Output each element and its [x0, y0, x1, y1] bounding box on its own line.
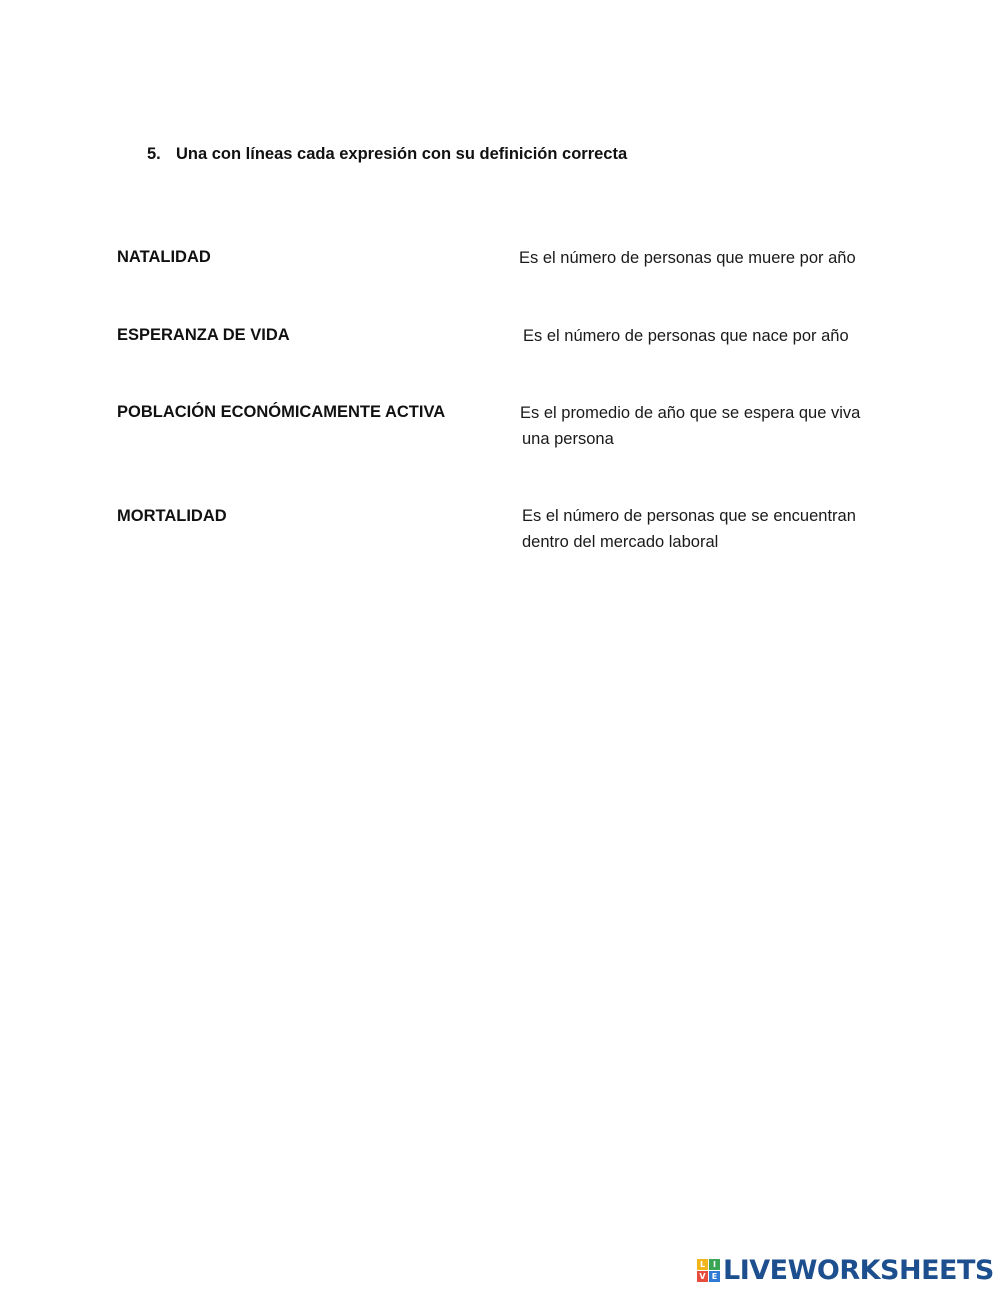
term-mortalidad[interactable]: MORTALIDAD	[117, 507, 227, 525]
definition-line: Es el número de personas que muere por año	[519, 249, 856, 267]
definition-line: Es el promedio de año que se espera que viva	[520, 404, 861, 422]
definition-line: Es el número de personas que se encuentran	[522, 507, 856, 525]
liveworksheets-logo	[697, 1255, 994, 1285]
logo-blocks-icon: L I V E	[697, 1259, 720, 1282]
term-natalidad[interactable]: NATALIDAD	[117, 248, 211, 266]
definition-line: dentro del mercado laboral	[522, 533, 719, 551]
logo-text: LIVEWORKSHEETS	[723, 1254, 994, 1286]
term-poblacion-economicamente-activa[interactable]: POBLACIÓN ECONÓMICAMENTE ACTIVA	[117, 403, 446, 421]
exercise-number: 5.	[147, 145, 161, 163]
exercise-instruction	[147, 145, 627, 164]
definition-line: una persona	[522, 430, 614, 448]
definition-item[interactable]	[522, 503, 856, 555]
definition-item[interactable]	[520, 400, 860, 452]
definition-line: Es el número de personas que nace por año	[523, 327, 849, 345]
definition-item[interactable]	[523, 323, 849, 349]
term-esperanza-de-vida[interactable]: ESPERANZA DE VIDA	[117, 326, 290, 344]
definition-item[interactable]	[519, 245, 856, 271]
instruction-text: Una con líneas cada expresión con su definición correcta	[176, 145, 628, 163]
